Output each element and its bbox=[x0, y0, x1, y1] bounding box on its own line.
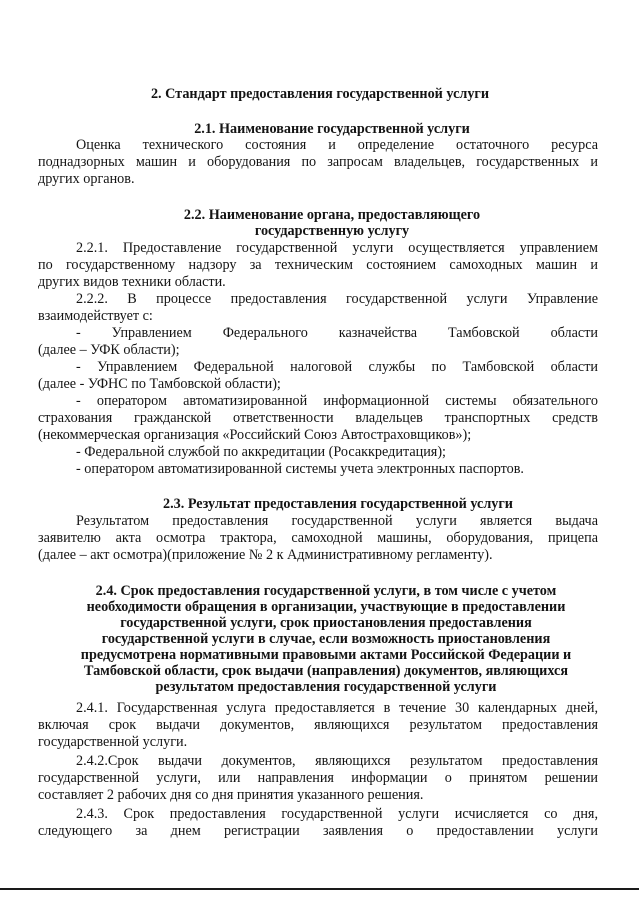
paragraph-line: включая срок выдачи документов, являющихся результатом предоставления bbox=[38, 717, 598, 733]
paragraph-line: поднадзорных машин и оборудования по запросам владельцев, государственных и bbox=[38, 154, 598, 170]
paragraph-line: по государственному надзору за техническим состоянием самоходных машин и bbox=[38, 257, 598, 273]
subsection-2-4-heading-cont: государственной услуги в случае, если возможность приостановления bbox=[101, 631, 551, 647]
paragraph-line: государственной услуги, или направления информации о принятом решении bbox=[38, 770, 598, 786]
subsection-2-4-heading-cont: результатом предоставления государственной услуги bbox=[155, 679, 497, 695]
paragraph-line: 2.2.1. Предоставление государственной услуги осуществляется управлением bbox=[76, 240, 598, 256]
section-title: 2. Стандарт предоставления государственной услуги bbox=[150, 86, 490, 102]
list-item-line: - Управлением Федеральной налоговой службы по Тамбовской области bbox=[76, 359, 598, 375]
subsection-2-3-heading: 2.3. Результат предоставления государственной услуги bbox=[162, 496, 513, 512]
list-item-line: страхования гражданской ответственности владельцев транспортных средств bbox=[38, 410, 598, 426]
page-bottom-edge bbox=[0, 888, 639, 890]
list-item-line: (далее - УФНС по Тамбовской области); bbox=[38, 376, 281, 392]
paragraph-line: Результатом предоставления государственной услуги является выдача bbox=[76, 513, 598, 529]
list-item-line: (некоммерческая организация «Российский Союз Автостраховщиков»); bbox=[38, 427, 472, 443]
list-item-line: - Управлением Федерального казначейства Тамбовской области bbox=[76, 325, 598, 341]
list-item-line: (далее – УФК области); bbox=[38, 342, 180, 358]
paragraph-line: взаимодействует с: bbox=[38, 308, 153, 324]
paragraph-line: 2.4.3. Срок предоставления государственной услуги исчисляется со дня, bbox=[76, 806, 598, 822]
paragraph-line: других органов. bbox=[38, 171, 135, 187]
list-item-line: - оператором автоматизированной системы учета электронных паспортов. bbox=[76, 461, 524, 477]
paragraph-line: следующего за днем регистрации заявления о предоставлении услуги bbox=[38, 823, 598, 839]
paragraph-line: (далее – акт осмотра)(приложение № 2 к Административному регламенту). bbox=[38, 547, 493, 563]
list-item-line: - Федеральной службой по аккредитации (Росаккредитация); bbox=[76, 444, 446, 460]
subsection-2-1-heading: 2.1. Наименование государственной услуги bbox=[194, 121, 470, 137]
subsection-2-4-heading: 2.4. Срок предоставления государственной услуги, в том числе с учетом bbox=[95, 583, 557, 599]
subsection-2-2-heading-cont: государственную услугу bbox=[254, 223, 410, 239]
paragraph-line: 2.4.2.Срок выдачи документов, являющихся результатом предоставления bbox=[76, 753, 598, 769]
paragraph-line: составляет 2 рабочих дня со дня принятия указанного решения. bbox=[38, 787, 424, 803]
subsection-2-4-heading-cont: Тамбовской области, срок выдачи (направления) документов, являющихся bbox=[83, 663, 569, 679]
subsection-2-2-heading: 2.2. Наименование органа, предоставляющего bbox=[183, 207, 481, 223]
paragraph-line: 2.2.2. В процессе предоставления государственной услуги Управление bbox=[76, 291, 598, 307]
subsection-2-4-heading-cont: предусмотрена нормативными правовыми актами Российской Федерации и bbox=[80, 647, 572, 663]
paragraph-line: государственной услуги. bbox=[38, 734, 188, 750]
subsection-2-4-heading-cont: необходимости обращения в организации, участвующие в предоставлении bbox=[86, 599, 566, 615]
list-item-line: - оператором автоматизированной информационной системы обязательного bbox=[76, 393, 598, 409]
paragraph-line: Оценка технического состояния и определение остаточного ресурса bbox=[76, 137, 598, 153]
paragraph-line: заявителю акта осмотра трактора, самоходной машины, оборудования, прицепа bbox=[38, 530, 598, 546]
paragraph-line: других видов техники области. bbox=[38, 274, 226, 290]
subsection-2-4-heading-cont: государственной услуги, срок приостановления предоставления bbox=[120, 615, 532, 631]
paragraph-line: 2.4.1. Государственная услуга предоставляется в течение 30 календарных дней, bbox=[76, 700, 598, 716]
